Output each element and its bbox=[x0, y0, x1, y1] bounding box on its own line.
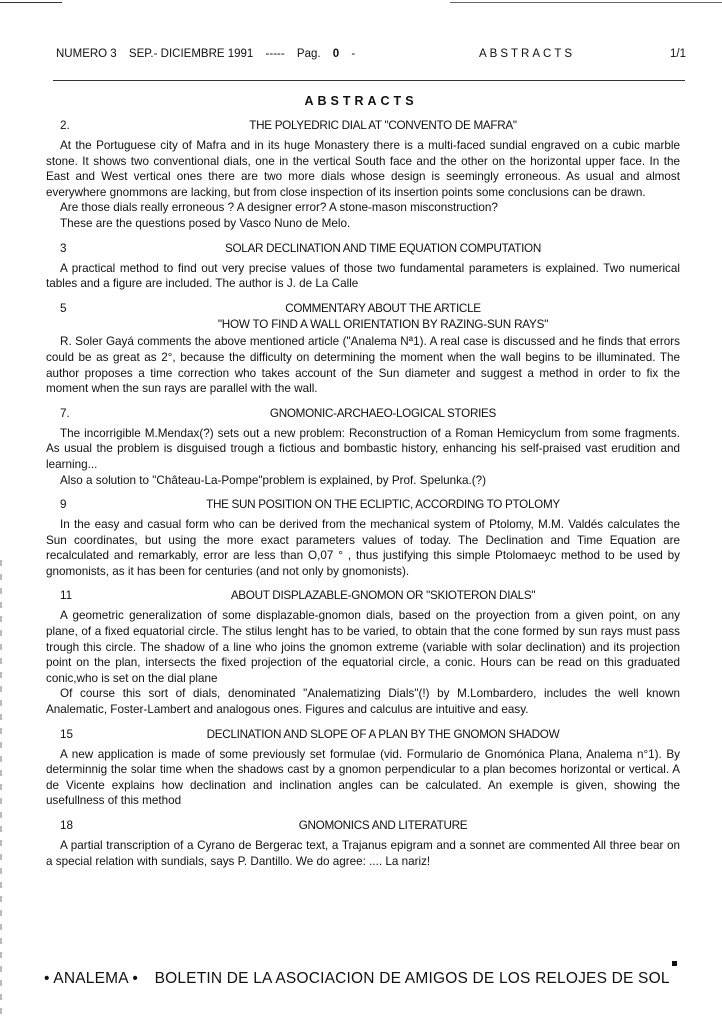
scan-artifact-line bbox=[0, 2, 62, 3]
abstract-section bbox=[46, 301, 680, 397]
section-page-number: 11 bbox=[60, 589, 73, 603]
section-paragraph: A practical method to find out very precise values of those two fundamental parameters is explained. Two numerical tables and a figure are included. The author is J. de La Calle bbox=[46, 261, 680, 291]
footer-brand: • ANALEMA • bbox=[44, 970, 139, 987]
header-divider bbox=[53, 80, 685, 81]
page-header bbox=[56, 48, 686, 68]
abstract-section bbox=[46, 727, 680, 809]
section-heading bbox=[46, 406, 680, 424]
section-page-number: 5 bbox=[60, 301, 67, 315]
section-page-number: 15 bbox=[60, 727, 74, 741]
section-title: THE POLYEDRIC DIAL AT "CONVENTO DE MAFRA" bbox=[249, 119, 517, 132]
section-heading bbox=[46, 118, 680, 136]
scan-artifact-edge bbox=[0, 560, 2, 1020]
section-paragraph: Also a solution to "Château-La-Pompe"problem is explained, by Prof. Spelunka.(?) bbox=[60, 473, 487, 487]
section-paragraph: At the Portuguese city of Mafra and in its huge Monastery there is a multi-faced sundial engraved on a cubic marble stone. It shows two conventional dials, one in the vertical South face and the other on the horizontal upper face. In the East and West vertical ones there are two more dials whose design is seemingly erroneous. As usual and almost everywhere gnommons are lacking, but from close inspection of its insertion points some conclusions can be drawn. bbox=[46, 139, 680, 199]
section-paragraph: R. Soler Gayá comments the above mentioned article ("Analema Nª1). A real case is discussed and he finds that errors could be as great as 2°, because the difficulty on determining the moment when the wall begins to be illuminated. The author proposes a time correction who takes account of the Sun diameter and suggest a method in order to fix the moment when the sun rays are parallel with the wall. bbox=[46, 335, 680, 396]
abstracts-list bbox=[46, 118, 680, 878]
section-paragraph: A new application is made of some previously set formulae (vid. Formulario de Gnomónica Plana, Analema n°1). By determinnig the solar time when the shadows cast by a gnomon perpendicular to a plan becomes horizontal or vertical. A de Vicente explains how declination and inclination angles can be calculated. An exemple is given, showing the usefullness of this method bbox=[46, 747, 680, 808]
page-label: Pag. bbox=[296, 48, 321, 60]
abstract-section bbox=[46, 818, 680, 869]
header-separator: ----- bbox=[265, 48, 285, 60]
abstract-section bbox=[46, 406, 680, 488]
section-title: COMMENTARY ABOUT THE ARTICLE bbox=[285, 301, 481, 315]
header-issue-info bbox=[56, 48, 364, 60]
section-title: DECLINATION AND SLOPE OF A PLAN BY THE GNOMON SHADOW bbox=[206, 727, 560, 741]
issue-date: SEP.- DICIEMBRE 1991 bbox=[128, 48, 254, 60]
section-heading bbox=[46, 497, 680, 515]
section-title: SOLAR DECLINATION AND TIME EQUATION COMPUTATION bbox=[225, 241, 541, 255]
section-title: GNOMONIC-ARCHAEO-LOGICAL STORIES bbox=[269, 406, 497, 420]
section-paragraph: Of course this sort of dials, denominated "Analematizing Dials"(!) by M.Lombardero, includes the well known Analematic, Foster-Lambert and analogous ones. Figures and calculus are intuitive and easy. bbox=[46, 687, 680, 717]
section-page-number: 2. bbox=[60, 119, 70, 132]
section-heading bbox=[46, 727, 680, 745]
page-footer bbox=[44, 970, 680, 988]
section-paragraph: In the easy and casual form who can be derived from the mechanical system of Ptolomy, M.M. Valdés calculates the Sun coordinates, but using the more exact parameters values of today. The Declination and Time Equation are recalculated and remarkably, error are less than O,07 ° , thus justifying this simple Ptolomaeyc method to be used by gnomonists, as it has been for centuries (and not only by gnomonists). bbox=[46, 518, 680, 578]
page-value: 0 bbox=[332, 48, 340, 60]
page-count: 1/1 bbox=[670, 48, 686, 60]
section-heading bbox=[46, 818, 680, 836]
section-paragraph: The incorrigible M.Mendax(?) sets out a new problem: Reconstruction of a Roman Hemicyclum from some fragments. As usual the problem is disguised trough a fictious and bombastic history, enhancing his self-praised vast erudition and learning... bbox=[46, 426, 680, 471]
section-title: THE SUN POSITION ON THE ECLIPTIC, ACCORDING TO PTOLOMY bbox=[206, 498, 560, 512]
section-page-number: 9 bbox=[60, 498, 67, 512]
section-heading bbox=[46, 241, 680, 259]
section-page-number: 3 bbox=[60, 241, 67, 255]
page-number bbox=[297, 48, 339, 60]
section-heading bbox=[46, 588, 680, 606]
section-paragraph: These are the questions posed by Vasco Nuno de Melo. bbox=[60, 216, 351, 230]
header-dash: - bbox=[351, 48, 356, 60]
section-subtitle: "HOW TO FIND A WALL ORIENTATION BY RAZING-SUN RAYS" bbox=[217, 317, 549, 331]
section-paragraph: A partial transcription of a Cyrano de Bergerac text, a Trajanus epigram and a sonnet are commented All three bear on a special relation with sundials, says P. Dantillo. We do agree: .... La nariz! bbox=[46, 839, 680, 868]
section-heading bbox=[46, 301, 680, 319]
section-page-number: 7. bbox=[60, 406, 70, 420]
section-paragraph: Are those dials really erroneous ? A designer error? A stone-mason misconstruction? bbox=[60, 201, 498, 215]
abstract-section bbox=[46, 497, 680, 579]
abstract-section bbox=[46, 118, 680, 232]
header-section: ABSTRACTS bbox=[479, 48, 576, 60]
section-paragraph: A geometric generalization of some displazable-gnomon dials, based on the proyection from a given point, on any plane, of a fixed equatorial circle. The stilus lenght has to be varied, to obtain that the cone formed by sun rays must pass trough this circle. The shadow of a line who joins the gnomon extreme (variable with solar declination) and its projection point on the plan, intersects the fixed projection of the equatorial circle, a conic. Hours can be read on this graduated conic,who is set on the dial plane bbox=[46, 609, 680, 685]
section-page-number: 18 bbox=[60, 819, 74, 832]
section-title: ABOUT DISPLAZABLE-GNOMON OR "SKIOTERON DIALS" bbox=[230, 589, 536, 603]
abstract-section bbox=[46, 588, 680, 717]
issue-number: NUMERO 3 bbox=[56, 48, 117, 60]
page-title: ABSTRACTS bbox=[304, 94, 418, 108]
scan-mark bbox=[672, 961, 677, 966]
footer-text: BOLETIN DE LA ASOCIACION DE AMIGOS DE LOS RELOJES DE SOL bbox=[154, 970, 670, 987]
abstract-section bbox=[46, 241, 680, 292]
scan-artifact-line bbox=[450, 2, 722, 3]
section-title: GNOMONICS AND LITERATURE bbox=[298, 819, 468, 832]
